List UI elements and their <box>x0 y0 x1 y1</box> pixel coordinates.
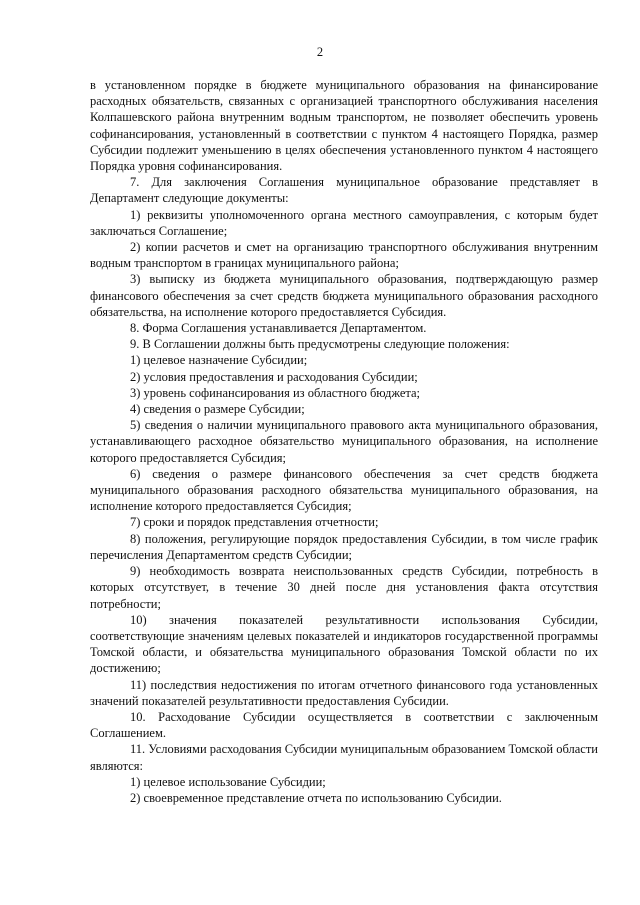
list-item: 6) сведения о размере финансового обеспечения за счет средств бюджета муниципального образования расходного обязательства муниципального образования, на исполнение которого предоставляется Субсидия; <box>90 466 598 514</box>
list-item: 7) сроки и порядок представления отчетности; <box>130 515 379 530</box>
paragraph: 11. Условиями расходования Субсидии муниципальным образованием Томской области являются: <box>90 742 598 773</box>
list-item: 8) положения, регулирующие порядок предоставления Субсидии, в том числе график перечисления Департаментом средств Субсидии; <box>90 531 598 562</box>
list-item: 1) целевое использование Субсидии; <box>130 774 326 789</box>
list-item: 2) копии расчетов и смет на организацию транспортного обслуживания внутренним водным транспортом в границах муниципального района; <box>90 240 598 271</box>
list-item: 10) значения показателей результативности использования Субсидии, соответствующие значениям целевых показателей и индикаторов государственной программы Томской области, и обязательства муниципального образования Томской области по их достижению; <box>90 612 598 676</box>
paragraph: 10. Расходование Субсидии осуществляется в соответствии с заключенным Соглашением. <box>90 709 598 741</box>
list-item: 9) необходимость возврата неиспользованных средств Субсидии, потребность в которых отсутствует, в течение 30 дней после дня установления факта отсутствия потребности; <box>90 564 598 611</box>
paragraph: в установленном порядке в бюджете муниципального образования на финансирование расходных обязательств, связанных с организацией транспортного обслуживания населения Колпашевского района внутренним водным транспортом, не позволяет обеспечить уровень софинансирования, установленный в соответствии с пунктом 4 настоящего Порядка, размер Субсидии подлежит уменьшению в целях обеспечения установленного пунктом 4 настоящего Порядка уровня софинансирования. <box>90 78 598 174</box>
list-item: 11) последствия недостижения по итогам отчетного финансового года установленных значений показателей результативности предоставления Субсидии. <box>90 677 598 708</box>
paragraph: 8. Форма Соглашения устанавливается Департаментом. <box>130 321 427 336</box>
list-item: 3) выписку из бюджета муниципального образования, подтверждающую размер финансового обеспечения за счет средств бюджета муниципального образования расходного обязательства, на исполнение которого предоставляется Субсидия. <box>90 272 598 319</box>
page-number: 2 <box>316 45 324 59</box>
list-item: 1) целевое назначение Субсидии; <box>130 353 308 368</box>
list-item: 3) уровень софинансирования из областного бюджета; <box>130 385 421 400</box>
paragraph: 7. Для заключения Соглашения муниципальное образование представляет в Департамент следующие документы: <box>90 175 598 206</box>
list-item: 2) своевременное представление отчета по использованию Субсидии. <box>130 790 502 805</box>
list-item: 1) реквизиты уполномоченного органа местного самоуправления, с которым будет заключаться Соглашение; <box>90 207 598 238</box>
list-item: 5) сведения о наличии муниципального правового акта муниципального образования, устанавливающего расходное обязательство муниципального образования, на исполнение которого предоставляется Субсидия; <box>90 418 598 465</box>
list-item: 2) условия предоставления и расходования Субсидии; <box>130 369 418 384</box>
document-body <box>90 77 598 806</box>
list-item: 4) сведения о размере Субсидии; <box>130 402 305 417</box>
paragraph: 9. В Соглашении должны быть предусмотрены следующие положения: <box>130 337 510 352</box>
